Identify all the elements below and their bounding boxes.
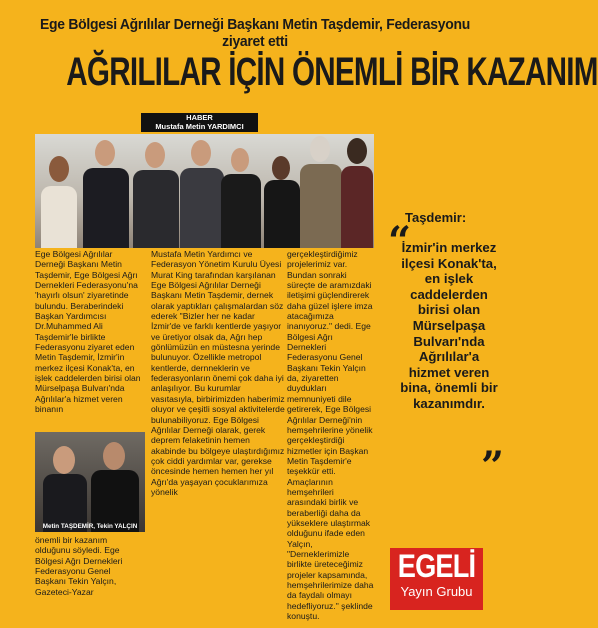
person-figure bbox=[264, 180, 300, 248]
logo-name: EGELİ bbox=[397, 548, 476, 584]
person-figure bbox=[133, 170, 179, 248]
headline: AĞRILILAR İÇİN ÖNEMLİ BİR KAZANIM bbox=[66, 50, 598, 94]
byline-box bbox=[141, 113, 258, 132]
supertitle: Ege Bölgesi Ağrılılar Derneği Başkanı Metin Taşdemir, Federasyonu ziyaret etti bbox=[40, 16, 470, 50]
person-head bbox=[191, 140, 211, 166]
byline-section: HABER bbox=[186, 113, 213, 122]
person-head bbox=[53, 446, 75, 474]
egeli-logo bbox=[390, 548, 483, 610]
person-figure bbox=[180, 168, 224, 248]
pullquote-text: İzmir'in merkez ilçesi Konak'ta, en işlek caddelerden birisi olan Mürselpaşa Bulvarı'nda Ağrılılar'a hizmet veren bina, önemli bir kazanımdır. bbox=[400, 240, 498, 411]
person-head bbox=[231, 148, 249, 172]
article-column-3: gerçekleştirdiğimiz projelerimiz var. Bundan sonraki süreçte de aramızdaki iletişimi güçlendirerek daha güzel işlere imza atacağımıza inanıyoruz." dedi. Ege Bölgesi Ağrı Dernekleri Federasyonu Genel Başkanı Tekin Yalçın da, ziyaretten duydukları memnuniyeti dile getirerek, Ege Bölgesi Ağrılılar Derneği'nin hemşehrilerine yönelik gerçekleştirdiği hizmetler için Başkan Metin Taşdemir'e teşekkür etti. Amaçlarının hemşehrileri arasındaki birlik ve beraberliği daha da yükseklere ulaştırmak olduğunu ifade eden Yalçın, "Derneklerimizle birlikte üreteceğimiz projeler kapsamında, hemşehrilerimize daha da faydalı olmayı hedefliyoruz." şeklinde konuştu. bbox=[287, 249, 374, 622]
person-head bbox=[347, 138, 367, 164]
person-head bbox=[95, 140, 115, 166]
portrait-photo bbox=[35, 432, 145, 532]
person-figure bbox=[221, 174, 261, 248]
person-head bbox=[103, 442, 125, 470]
person-figure bbox=[41, 186, 77, 248]
logo-subtitle: Yayın Grubu bbox=[400, 584, 473, 599]
byline-author: Mustafa Metin YARDIMCI bbox=[155, 122, 244, 131]
article-column-2: Mustafa Metin Yardımcı ve Federasyon Yönetim Kurulu Üyesi Murat King tarafından karşılanan Ege Bölgesi Ağrılılar Derneği Başkanı Metin Taşdemir, dernek olarak yaptıkları çalışmalardan söz ederek "Bizler her ne kadar İzmir'de ve farklı kentlerde yaşıyor ve üretiyor olsak da, Ağrı hep gönlümüzün en müstesna yerinde bulunuyor. Özellikle metropol kentlerde, dernneklerin ve federasyonların önemi çok daha iyi anlaşılıyor. Bu kurumlar vasıtasıyla, birbirimizden haberimiz oluyor ve çeşitli sosyal aktivitelerde bulunabiliyoruz. Ege Bölgesi Ağrılılar Derneği olarak, gerek deprem felaketinin hemen akabinde bu bölgeye ulaştırdığımız çok ciddi yardımlar var, gerekse öncesinde hemen hemen her yıl Ağrı'da yaşayan çocuklarımıza yönelik bbox=[151, 249, 285, 497]
person-head bbox=[310, 136, 330, 162]
pullquote-label: Taşdemir: bbox=[405, 210, 467, 225]
article-column-1-continued: önemli bir kazanım olduğunu söyledi. Ege Bölgesi Ağrı Dernekleri Federasyonu Genel Başkanı Tekin Yalçın, Gazeteci-Yazar bbox=[35, 535, 123, 597]
photo-caption: Metin TAŞDEMİR, Tekin YALÇIN bbox=[42, 523, 138, 530]
open-quote-icon: “ bbox=[388, 218, 412, 265]
close-quote-icon: ” bbox=[481, 443, 505, 490]
person-figure bbox=[300, 164, 342, 248]
person-head bbox=[49, 156, 69, 182]
group-photo bbox=[35, 134, 374, 248]
article-column-1: Ege Bölgesi Ağrılılar Derneği Başkanı Metin Taşdemir, Ege Bölgesi Ağrı Dernekleri Federasyonu'na 'hayırlı olsun' ziyaretinde bulundu. Beraberindeki Başkan Yardımcısı Dr.Muhammed Ali Taşdemir'le birlikte Federasyonu ziyaret eden Metin Taşdemir, İzmir'in merkez ilçesi Konak'ta, en işlek caddelerden birisi olan Mürselpaşa Bulvarı'nda Ağrılılar'a hizmet veren binanın bbox=[35, 249, 141, 415]
person-head bbox=[145, 142, 165, 168]
person-head bbox=[272, 156, 290, 180]
person-figure bbox=[341, 166, 373, 248]
person-figure bbox=[83, 168, 129, 248]
